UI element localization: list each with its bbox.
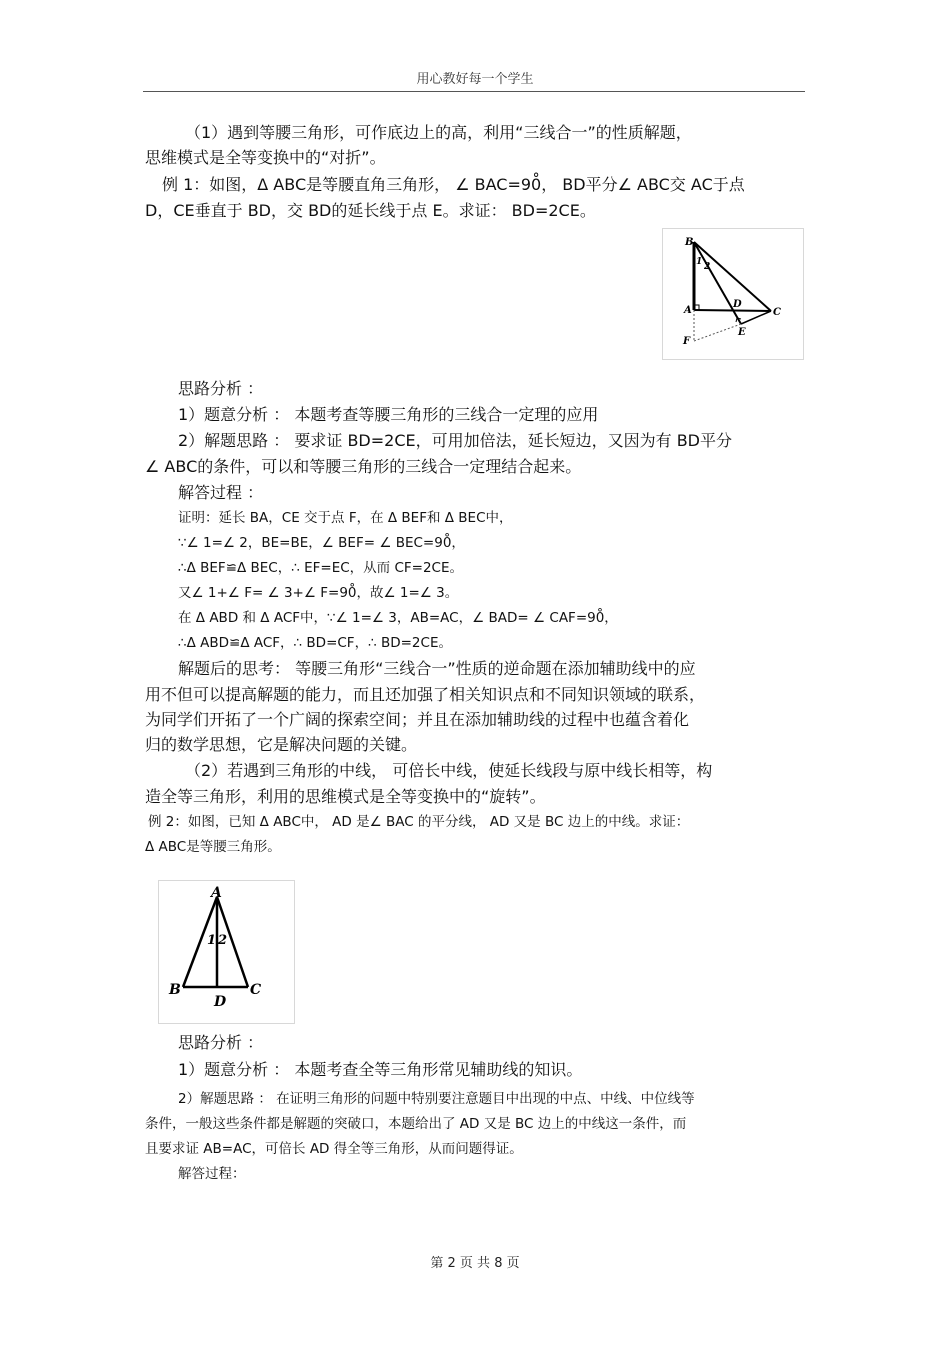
ex1-line1: 例 1：如图，Δ ABC是等腰直角三角形， ∠ BAC=90̊， BD平分∠ ABC交 AC于点 xyxy=(162,175,745,194)
page-header: 用心教好每一个学生 xyxy=(416,72,534,87)
analysis2-line1: 1）题意分析 ： 本题考查全等三角形常见辅助线的知识。 xyxy=(178,1060,583,1079)
p1-line1: （1）遇到等腰三角形，可作底边上的高，利用“三线合一”的性质解题， xyxy=(185,123,692,142)
reflection-line2: 用不但可以提高解题的能力，而且还加强了相关知识点和不同知识领域的联系， xyxy=(145,685,706,704)
reflection-line1: 解题后的思考： 等腰三角形“三线合一”性质的逆命题在添加辅助线中的应 xyxy=(178,659,696,678)
p1-line2: 思维模式是全等变换中的“对折”。 xyxy=(145,148,386,167)
label-C: C xyxy=(250,982,262,998)
header-rule xyxy=(143,91,805,92)
solution1-line6: ∴Δ ABD≌Δ ACF，∴ BD=CF，∴ BD=2CE。 xyxy=(178,635,452,651)
figure-1-diagram xyxy=(663,229,803,359)
analysis1-line3: ∠ ABC的条件，可以和等腰三角形的三线合一定理结合起来。 xyxy=(145,457,582,476)
figure-1 xyxy=(662,228,804,360)
solution1-line3: ∴Δ BEF≌Δ BEC，∴ EF=EC，从而 CF=2CE。 xyxy=(178,560,464,576)
analysis1-line2: 2）解题思路 ： 要求证 BD=2CE，可用加倍法，延长短边，又因为有 BD平分 xyxy=(178,431,732,450)
analysis2-line2: 2）解题思路 ： 在证明三角形的问题中特别要注意题目中出现的中点、中线、中位线等 xyxy=(178,1091,695,1107)
p2-line2: 造全等三角形，利用的思维模式是全等变换中的“旋转”。 xyxy=(145,787,546,806)
analysis1-title: 思路分析 ： xyxy=(178,379,264,398)
label-2: 2 xyxy=(218,933,228,948)
page-footer: 第 2 页 共 8 页 xyxy=(430,1256,520,1271)
solution1-line5: 在 Δ ABD 和 Δ ACF中，∵∠ 1=∠ 3，AB=AC，∠ BAD= ∠ CAF=90̊， xyxy=(178,610,618,626)
ex1-line2: D，CE垂直于 BD，交 BD的延长线于点 E。求证： BD=2CE。 xyxy=(145,201,596,220)
solution2-title: 解答过程： xyxy=(178,1166,246,1182)
label-A: A xyxy=(211,885,222,901)
label-B: B xyxy=(169,982,181,998)
label-F: F xyxy=(683,336,691,347)
label-2: 2 xyxy=(704,262,711,272)
analysis2-line3: 条件，一般这些条件都是解题的突破口，本题给出了 AD 又是 BC 边上的中线这一条件，而 xyxy=(145,1116,687,1132)
solution1-line2: ∵∠ 1=∠ 2，BE=BE，∠ BEF= ∠ BEC=90̊， xyxy=(178,535,465,551)
analysis2-line4: 且要求证 AB=AC，可倍长 AD 得全等三角形，从而问题得证。 xyxy=(145,1141,523,1157)
solution1-line4: 又∠ 1+∠ F= ∠ 3+∠ F=90̊，故∠ 1=∠ 3。 xyxy=(178,585,459,601)
label-B: B xyxy=(685,237,694,248)
ex2-line1: 例 2：如图，已知 Δ ABC中， AD 是∠ BAC 的平分线， AD 又是 BC 边上的中线。求证： xyxy=(148,814,690,830)
label-1: 1 xyxy=(207,933,217,948)
reflection-line3: 为同学们开拓了一个广阔的探索空间；并且在添加辅助线的过程中也蕴含着化 xyxy=(145,710,690,729)
solution1-title: 解答过程 ： xyxy=(178,483,264,502)
analysis1-line1: 1）题意分析 ： 本题考查等腰三角形的三线合一定理的应用 xyxy=(178,405,599,424)
reflection-line4: 归的数学思想，它是解决问题的关键。 xyxy=(145,735,418,754)
segment-FE xyxy=(694,324,741,341)
label-D: D xyxy=(214,994,227,1010)
ex2-line2: Δ ABC是等腰三角形。 xyxy=(145,839,281,855)
label-A: A xyxy=(684,305,692,316)
solution1-line1: 证明：延长 BA，CE 交于点 F，在 Δ BEF和 Δ BEC中， xyxy=(178,510,513,526)
analysis2-title: 思路分析 ： xyxy=(178,1033,264,1052)
label-D: D xyxy=(733,299,742,310)
label-E: E xyxy=(738,327,746,338)
segment-EC xyxy=(741,311,771,324)
label-1: 1 xyxy=(696,257,703,267)
label-C: C xyxy=(773,307,781,318)
p2-line1: （2）若遇到三角形的中线， 可倍长中线，使延长线段与原中线长相等，构 xyxy=(185,761,713,780)
segment-AC xyxy=(694,310,771,311)
figure-2-diagram xyxy=(159,881,294,1023)
figure-2 xyxy=(158,880,295,1024)
segment-BE xyxy=(694,242,741,324)
